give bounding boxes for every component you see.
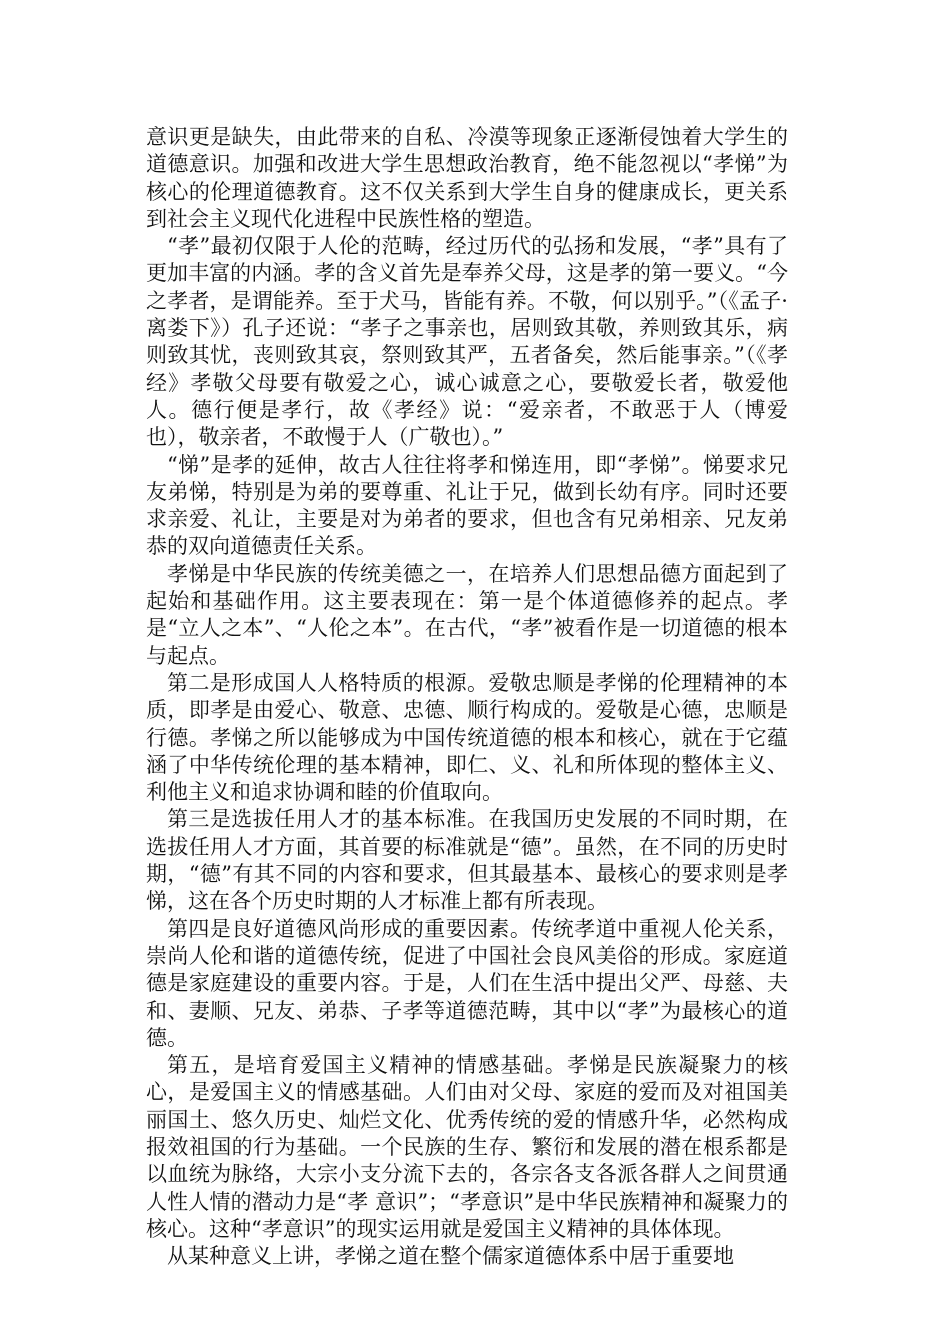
paragraph-2: “孝”最初仅限于人伦的范畴，经过历代的弘扬和发展，“孝”具有了更加丰富的内涵。孝的含义首先是奉养父母，这是孝的第一要义。“今之孝者，是谓能养。至于犬马，皆能有养。不敬，何以别乎。”（《孟子·离娄下》）孔子还说：“孝子之事亲也，居则致其敬，养则致其乐，病则致其忧，丧则致其哀，祭则致其严，五者备矣，然后能事亲。”（《孝经》孝敬父母要有敬爱之心，诚心诚意之心，要敬爱长者，敬爱他人。德行便是孝行，故《孝经》说：“爱亲者，不敢恶于人（博爱也），敬亲者，不敢慢于人（广敬也）。” bbox=[146, 234, 788, 450]
body-text bbox=[146, 124, 788, 1270]
paragraph-9: 从某种意义上讲，孝悌之道在整个儒家道德体系中居于重要地 bbox=[167, 1244, 734, 1269]
paragraph-5: 第二是形成国人人格特质的根源。爱敬忠顺是孝悌的伦理精神的本质，即孝是由爱心、敬意、忠德、顺行构成的。爱敬是心德，忠顺是行德。孝悌之所以能够成为中国传统道德的根本和核心，就在于它蕴涵了中华传统伦理的基本精神，即仁、义、礼和所体现的整体主义、利他主义和追求协调和睦的价值取向。 bbox=[146, 670, 788, 805]
paragraph-3: “悌”是孝的延伸，故古人往往将孝和悌连用，即“孝悌”。悌要求兄友弟悌，特别是为弟的要尊重、礼让于兄，做到长幼有序。同时还要求亲爱、礼让，主要是对为弟者的要求，但也含有兄弟相亲、兄友弟恭的双向道德责任关系。 bbox=[146, 452, 788, 559]
paragraph-1: 意识更是缺失，由此带来的自私、冷漠等现象正逐渐侵蚀着大学生的道德意识。加强和改进大学生思想政治教育，绝不能忽视以“孝悌”为核心的伦理道德教育。这不仅关系到大学生自身的健康成长，更关系到社会主义现代化进程中民族性格的塑造。 bbox=[146, 125, 788, 231]
paragraph-8: 第五，是培育爱国主义精神的情感基础。孝悌是民族凝聚力的核心，是爱国主义的情感基础。人们由对父母、家庭的爱而及对祖国美丽国土、悠久历史、灿烂文化、优秀传统的爱的情感升华，必然构成报效祖国的行为基础。一个民族的生存、繁衍和发展的潜在根系都是以血统为脉络，大宗小支分流下去的，各宗各支各派各群人之间贯通人性人情的潜动力是“孝 意识”；“孝意识”是中华民族精神和凝聚力的核心。这种“孝意识”的现实运用就是爱国主义精神的具体体现。 bbox=[146, 1053, 788, 1241]
paragraph-4: 孝悌是中华民族的传统美德之一，在培养人们思想品德方面起到了起始和基础作用。这主要表现在：第一是个体道德修养的起点。孝是“立人之本”、“人伦之本”。在古代，“孝”被看作是一切道德的根本与起点。 bbox=[146, 561, 788, 668]
paragraph-6: 第三是选拔任用人才的基本标准。在我国历史发展的不同时期，在选拔任用人才方面，其首要的标准就是“德”。虽然，在不同的历史时期，“德”有其不同的内容和要求，但其最基本、最核心的要求则是孝悌，这在各个历史时期的人才标准上都有所表现。 bbox=[146, 807, 788, 914]
paragraph-7: 第四是良好道德风尚形成的重要因素。传统孝道中重视人伦关系，崇尚人伦和谐的道德传统，促进了中国社会良风美俗的形成。家庭道德是家庭建设的重要内容。于是，人们在生活中提出父严、母慈、夫和、妻顺、兄友、弟恭、子孝等道德范畴，其中以“孝”为最核心的道德。 bbox=[146, 916, 788, 1050]
